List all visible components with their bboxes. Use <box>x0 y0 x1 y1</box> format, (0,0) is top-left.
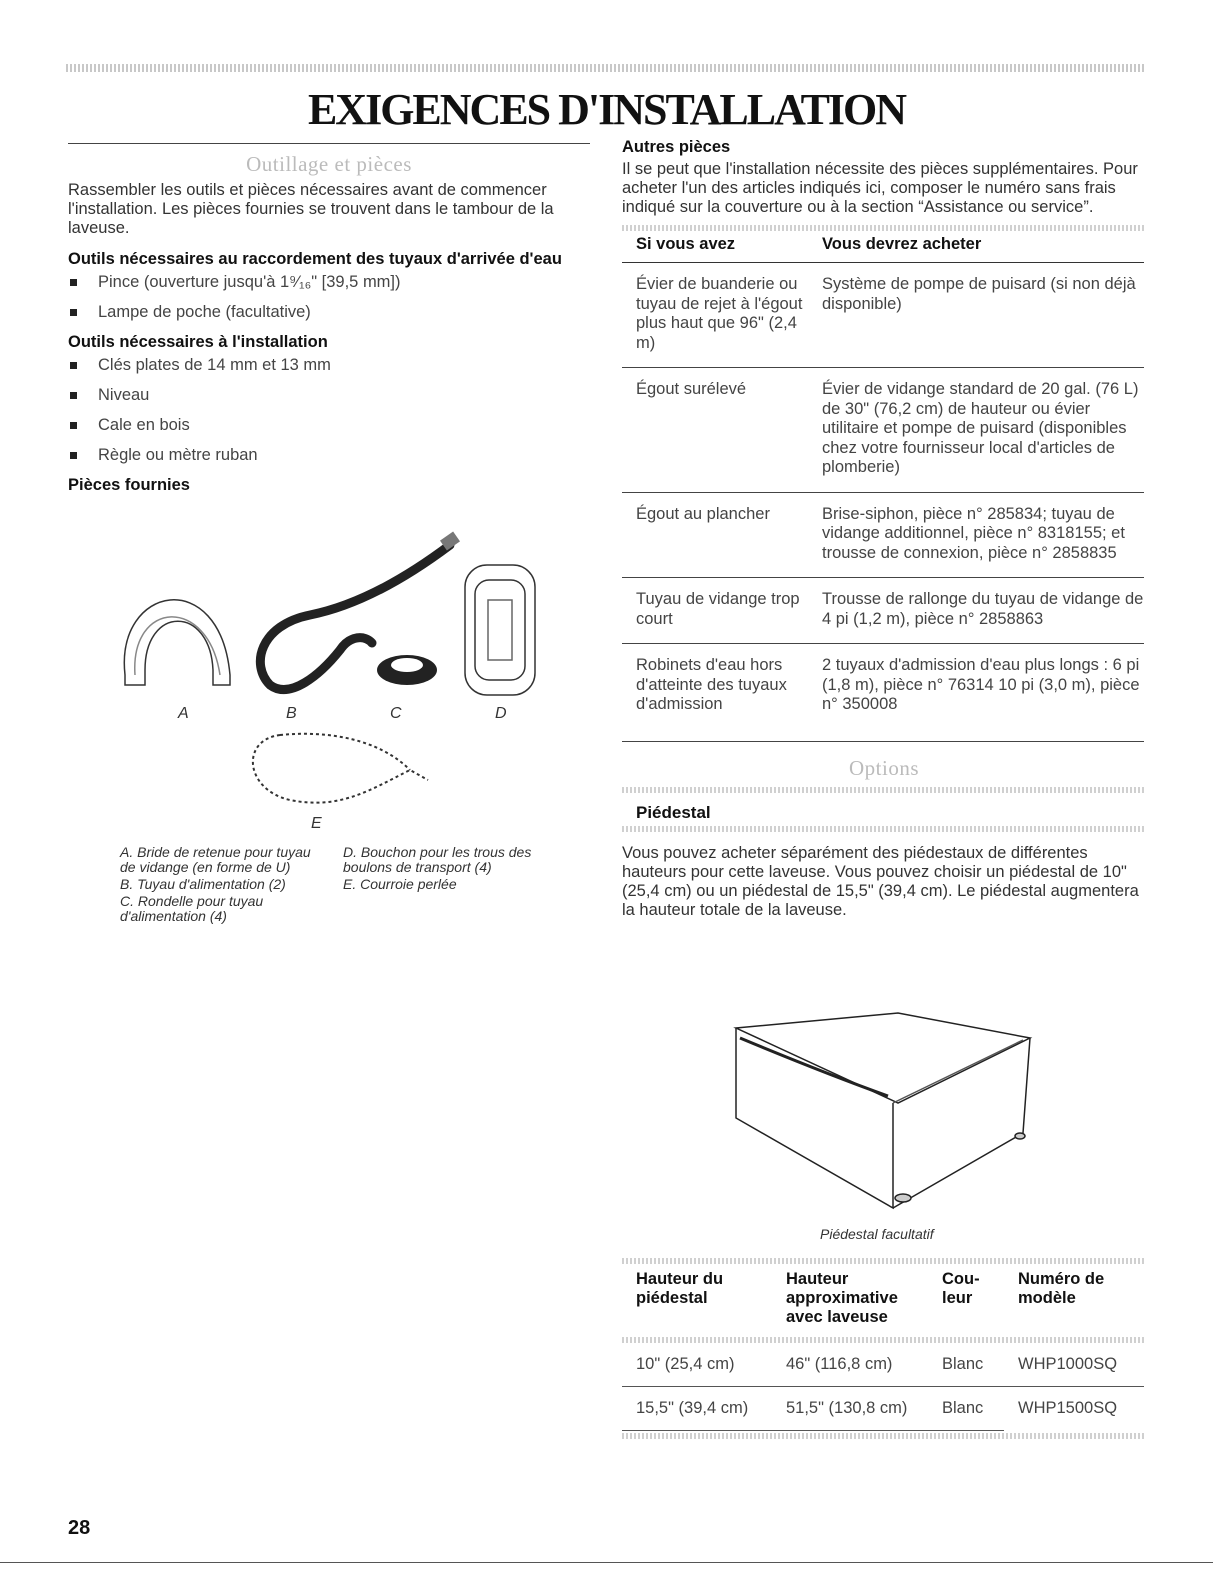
plug-icon <box>465 565 535 695</box>
bottom-rule <box>0 1562 1213 1563</box>
table-row <box>622 644 1144 742</box>
table-cell: Égout au plancher <box>622 492 808 578</box>
pedestal-table-body <box>622 1343 1144 1431</box>
tools-water-list <box>68 273 590 322</box>
pedestal-heading: Piédestal <box>636 802 711 822</box>
table-cell: 15,5" (39,4 cm) <box>622 1387 772 1431</box>
table-cell: WHP1500SQ <box>1018 1399 1118 1418</box>
u-clamp-icon <box>124 600 230 685</box>
table-header: Hauteur approximative avec laveuse <box>786 1270 898 1326</box>
dotted-rule <box>622 826 1146 832</box>
beaded-strap-icon <box>253 734 428 803</box>
table-header: Numéro de modèle <box>1018 1270 1105 1307</box>
section-title-options: Options <box>848 755 919 780</box>
table-header: Cou-leur <box>942 1270 980 1307</box>
table-header: Vous devrez acheter <box>808 231 1144 263</box>
table-header: Si vous avez <box>622 231 808 263</box>
list-item: Cale en bois <box>68 416 590 435</box>
dotted-rule <box>622 1433 1146 1439</box>
table-header-row <box>622 231 1144 263</box>
pedestal-illustration <box>728 1008 1038 1213</box>
table-cell: Système de pompe de puisard (si non déjà disponible) <box>808 263 1144 368</box>
table-row <box>622 1343 1144 1387</box>
table-cell: Blanc <box>928 1343 1004 1387</box>
section-title-tools: Outillage et pièces <box>246 152 412 176</box>
part-label-d: D <box>495 705 507 722</box>
table-cell: 10" (25,4 cm) <box>622 1343 772 1387</box>
pedestal-caption: Piédestal facultatif <box>820 1226 934 1242</box>
other-parts-heading: Autres pièces <box>622 138 731 156</box>
table-row <box>622 368 1144 493</box>
bullet-icon <box>70 279 77 286</box>
tools-install-list <box>68 356 590 465</box>
pedestal-table-wrap <box>622 1258 1146 1439</box>
page-number: 28 <box>68 1517 91 1539</box>
section-rule <box>68 143 590 144</box>
parts-captions-col1 <box>120 845 330 924</box>
parts-captions-col2 <box>343 845 543 892</box>
bullet-icon <box>70 362 77 369</box>
parts-illustration <box>110 525 550 835</box>
bullet-icon <box>70 309 77 316</box>
table-row <box>622 1387 1144 1431</box>
top-band <box>66 64 1146 72</box>
pedestal-table <box>622 1264 1144 1337</box>
table-cell: Trousse de rallonge du tuyau de vidange de 4 pi (1,2 m), pièce n° 2858863 <box>808 578 1144 644</box>
table-cell: Tuyau de vidange trop court <box>622 578 808 644</box>
other-parts-intro: Il se peut que l'installation nécessite des pièces supplémentaires. Pour acheter l'un des articles indiqués ici, composer le numéro sans frais indiqué sur la couverture ou à la section “Assistance ou service”. <box>622 160 1138 216</box>
part-label-a: A <box>178 705 189 722</box>
caption-b: B. Tuyau d'alimentation (2) <box>120 876 286 892</box>
table-cell: 2 tuyaux d'admission d'eau plus longs : 6 pi (1,8 m), pièce n° 76314 10 pi (3,0 m), pièce n° 350008 <box>808 644 1144 742</box>
part-label-c: C <box>390 705 402 722</box>
list-item: Pince (ouverture jusqu'à 1⁹⁄₁₆" [39,5 mm]) <box>68 273 590 292</box>
part-label-e: E <box>311 815 322 832</box>
washer-icon <box>377 655 437 685</box>
table-header: Hauteur du piédestal <box>636 1270 724 1307</box>
table-cell: Blanc <box>928 1387 1004 1431</box>
page-title: EXIGENCES D'INSTALLATION <box>307 85 906 134</box>
pedestal-text: Vous pouvez acheter séparément des piédestaux de différentes hauteurs pour cette laveuse. Vous pouvez choisir un piédestal de 10" (25,4 cm) ou un piédestal de 15,5" (39,4 cm). Le piédestal augmentera la hauteur totale de la laveuse. <box>622 843 1139 919</box>
caption-e: E. Courroie perlée <box>343 876 457 892</box>
part-label-b: B <box>286 705 297 722</box>
list-item: Clés plates de 14 mm et 13 mm <box>68 356 590 375</box>
list-item: Niveau <box>68 386 590 405</box>
caption-d: D. Bouchon pour les trous des boulons de transport (4) <box>343 844 532 875</box>
intro-text: Rassembler les outils et pièces nécessaires avant de commencer l'installation. Les pièces fournies se trouvent dans le tambour de la laveuse. <box>68 181 554 237</box>
table-row <box>622 263 1144 368</box>
table-cell: Évier de buanderie ou tuyau de rejet à l'égout plus haut que 96" (2,4 m) <box>622 263 808 368</box>
caption-c: C. Rondelle pour tuyau d'alimentation (4) <box>120 893 264 924</box>
table-header-row <box>622 1264 1144 1337</box>
table-cell: WHP1000SQ <box>1004 1343 1144 1387</box>
list-item: Règle ou mètre ruban <box>68 446 590 465</box>
table-cell: 46" (116,8 cm) <box>772 1343 928 1387</box>
table-row <box>622 492 1144 578</box>
left-column <box>68 143 590 495</box>
table-cell: Évier de vidange standard de 20 gal. (76 L) de 30" (76,2 cm) de hauteur ou évier utilitaire et pompe de puisard (disponibles chez votre fournisseur local d'articles de plomberie) <box>808 368 1144 493</box>
table-cell: 51,5" (130,8 cm) <box>772 1387 928 1431</box>
list-item: Lampe de poche (facultative) <box>68 303 590 322</box>
tools-water-heading: Outils nécessaires au raccordement des tuyaux d'arrivée d'eau <box>68 250 562 268</box>
right-column <box>622 138 1146 920</box>
tools-install-heading: Outils nécessaires à l'installation <box>68 333 328 351</box>
bullet-icon <box>70 452 77 459</box>
table-row <box>622 578 1144 644</box>
table-cell: Égout surélevé <box>622 368 808 493</box>
bullet-icon <box>70 392 77 399</box>
requirements-table <box>622 231 1144 742</box>
table-cell: Brise-siphon, pièce n° 285834; tuyau de vidange additionnel, pièce n° 8318155; et trousse de connexion, pièce n° 2858835 <box>808 492 1144 578</box>
bullet-icon <box>70 422 77 429</box>
caption-a: A. Bride de retenue pour tuyau de vidange (en forme de U) <box>120 844 311 875</box>
parts-heading: Pièces fournies <box>68 476 190 494</box>
table-cell: Robinets d'eau hors d'atteinte des tuyaux d'admission <box>622 644 808 742</box>
